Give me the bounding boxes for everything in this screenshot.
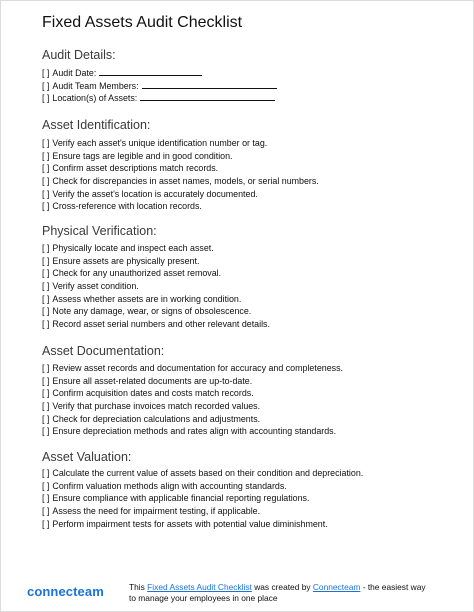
audit-team-members-field[interactable] [142, 80, 277, 89]
list-item: [ ] Ensure compliance with applicable financial reporting regulations. [42, 493, 310, 504]
list-item: [ ] Verify each asset's unique identification number or tag. [42, 138, 268, 148]
checkbox[interactable]: [ ] [42, 201, 50, 212]
checkbox[interactable]: [ ] [42, 413, 50, 424]
checklist-link[interactable]: Fixed Assets Audit Checklist [147, 582, 252, 592]
list-item: [ ] Ensure assets are physically present. [42, 255, 200, 266]
connecteam-link[interactable]: Connecteam [312, 582, 361, 592]
list-item: [ ] Physically locate and inspect each asset. [42, 243, 214, 253]
checkbox[interactable]: [ ] [42, 426, 50, 437]
checkbox[interactable]: [ ] [42, 401, 50, 412]
connecteam-logo[interactable]: connecteam [27, 584, 104, 599]
checkbox[interactable]: [ ] [42, 506, 50, 517]
checkbox[interactable]: [ ] [42, 518, 50, 529]
checkbox[interactable]: [ ] [42, 138, 50, 148]
list-item: [ ] Location(s) of Assets: [42, 92, 277, 105]
list-item: [ ] Check for depreciation calculations and adjustments. [42, 413, 261, 424]
checkbox[interactable]: [ ] [42, 188, 50, 199]
audit-date-field[interactable] [99, 67, 202, 76]
list-item: [ ] Assess the need for impairment testing, if applicable. [42, 506, 261, 517]
asset-locations-field[interactable] [140, 92, 275, 101]
checkbox[interactable]: [ ] [42, 80, 50, 91]
list-item: [ ] Audit Date: [42, 67, 277, 80]
list-item: [ ] Verify asset condition. [42, 281, 139, 292]
list-item: [ ] Confirm acquisition dates and costs match records. [42, 388, 254, 399]
checkbox[interactable]: [ ] [42, 93, 50, 104]
section-heading-asset-identification: Asset Identification: [42, 118, 151, 132]
list-item: [ ] Ensure tags are legible and in good condition. [42, 150, 233, 161]
checkbox[interactable]: [ ] [42, 176, 50, 187]
list-item: [ ] Audit Team Members: [42, 80, 277, 93]
checkbox[interactable]: [ ] [42, 255, 50, 266]
footer [1, 580, 474, 610]
checkbox[interactable]: [ ] [42, 243, 50, 253]
physical-verification-list [42, 242, 270, 331]
checkbox[interactable]: [ ] [42, 281, 50, 292]
page-title: Fixed Assets Audit Checklist [42, 14, 243, 31]
list-item: [ ] Verify the asset's location is accurately documented. [42, 188, 258, 199]
asset-documentation-list [42, 362, 343, 438]
list-item: [ ] Check for discrepancies in asset names, models, or serial numbers. [42, 176, 319, 187]
checkbox[interactable]: [ ] [42, 375, 50, 386]
list-item: [ ] Confirm valuation methods align with accounting standards. [42, 480, 287, 491]
checkbox[interactable]: [ ] [42, 388, 50, 399]
section-heading-asset-valuation: Asset Valuation: [42, 450, 132, 464]
checkbox[interactable]: [ ] [42, 480, 50, 491]
checkbox[interactable]: [ ] [42, 363, 50, 373]
list-item: [ ] Ensure all asset-related documents are up-to-date. [42, 375, 253, 386]
list-item: [ ] Ensure depreciation methods and rates align with accounting standards. [42, 426, 337, 437]
audit-details-list [42, 67, 277, 105]
section-heading-audit-details: Audit Details: [42, 48, 116, 62]
list-item: [ ] Note any damage, wear, or signs of obsolescence. [42, 306, 252, 317]
list-item: [ ] Cross-reference with location records. [42, 201, 202, 212]
list-item: [ ] Confirm asset descriptions match records. [42, 163, 219, 174]
checkbox[interactable]: [ ] [42, 293, 50, 304]
checkbox[interactable]: [ ] [42, 493, 50, 504]
checkbox[interactable]: [ ] [42, 306, 50, 317]
list-item: [ ] Review asset records and documentation for accuracy and completeness. [42, 363, 343, 373]
section-heading-physical-verification: Physical Verification: [42, 224, 157, 238]
checkbox[interactable]: [ ] [42, 319, 50, 330]
list-item: [ ] Assess whether assets are in working condition. [42, 293, 242, 304]
list-item: [ ] Verify that purchase invoices match recorded values. [42, 401, 261, 412]
section-heading-asset-documentation: Asset Documentation: [42, 344, 165, 358]
checkbox[interactable]: [ ] [42, 163, 50, 174]
checkbox[interactable]: [ ] [42, 468, 50, 478]
checkbox[interactable]: [ ] [42, 68, 50, 78]
asset-identification-list [42, 137, 319, 213]
footer-attribution: This Fixed Assets Audit Checklist was created by Connecteam - the easiest way to manage your employees in one place [129, 582, 426, 603]
list-item: [ ] Calculate the current value of assets based on their condition and depreciation. [42, 468, 364, 478]
list-item: [ ] Perform impairment tests for assets with potential value diminishment. [42, 518, 328, 529]
asset-valuation-list [42, 467, 363, 530]
list-item: [ ] Record asset serial numbers and other relevant details. [42, 319, 270, 330]
checkbox[interactable]: [ ] [42, 268, 50, 279]
list-item: [ ] Check for any unauthorized asset removal. [42, 268, 222, 279]
checkbox[interactable]: [ ] [42, 150, 50, 161]
